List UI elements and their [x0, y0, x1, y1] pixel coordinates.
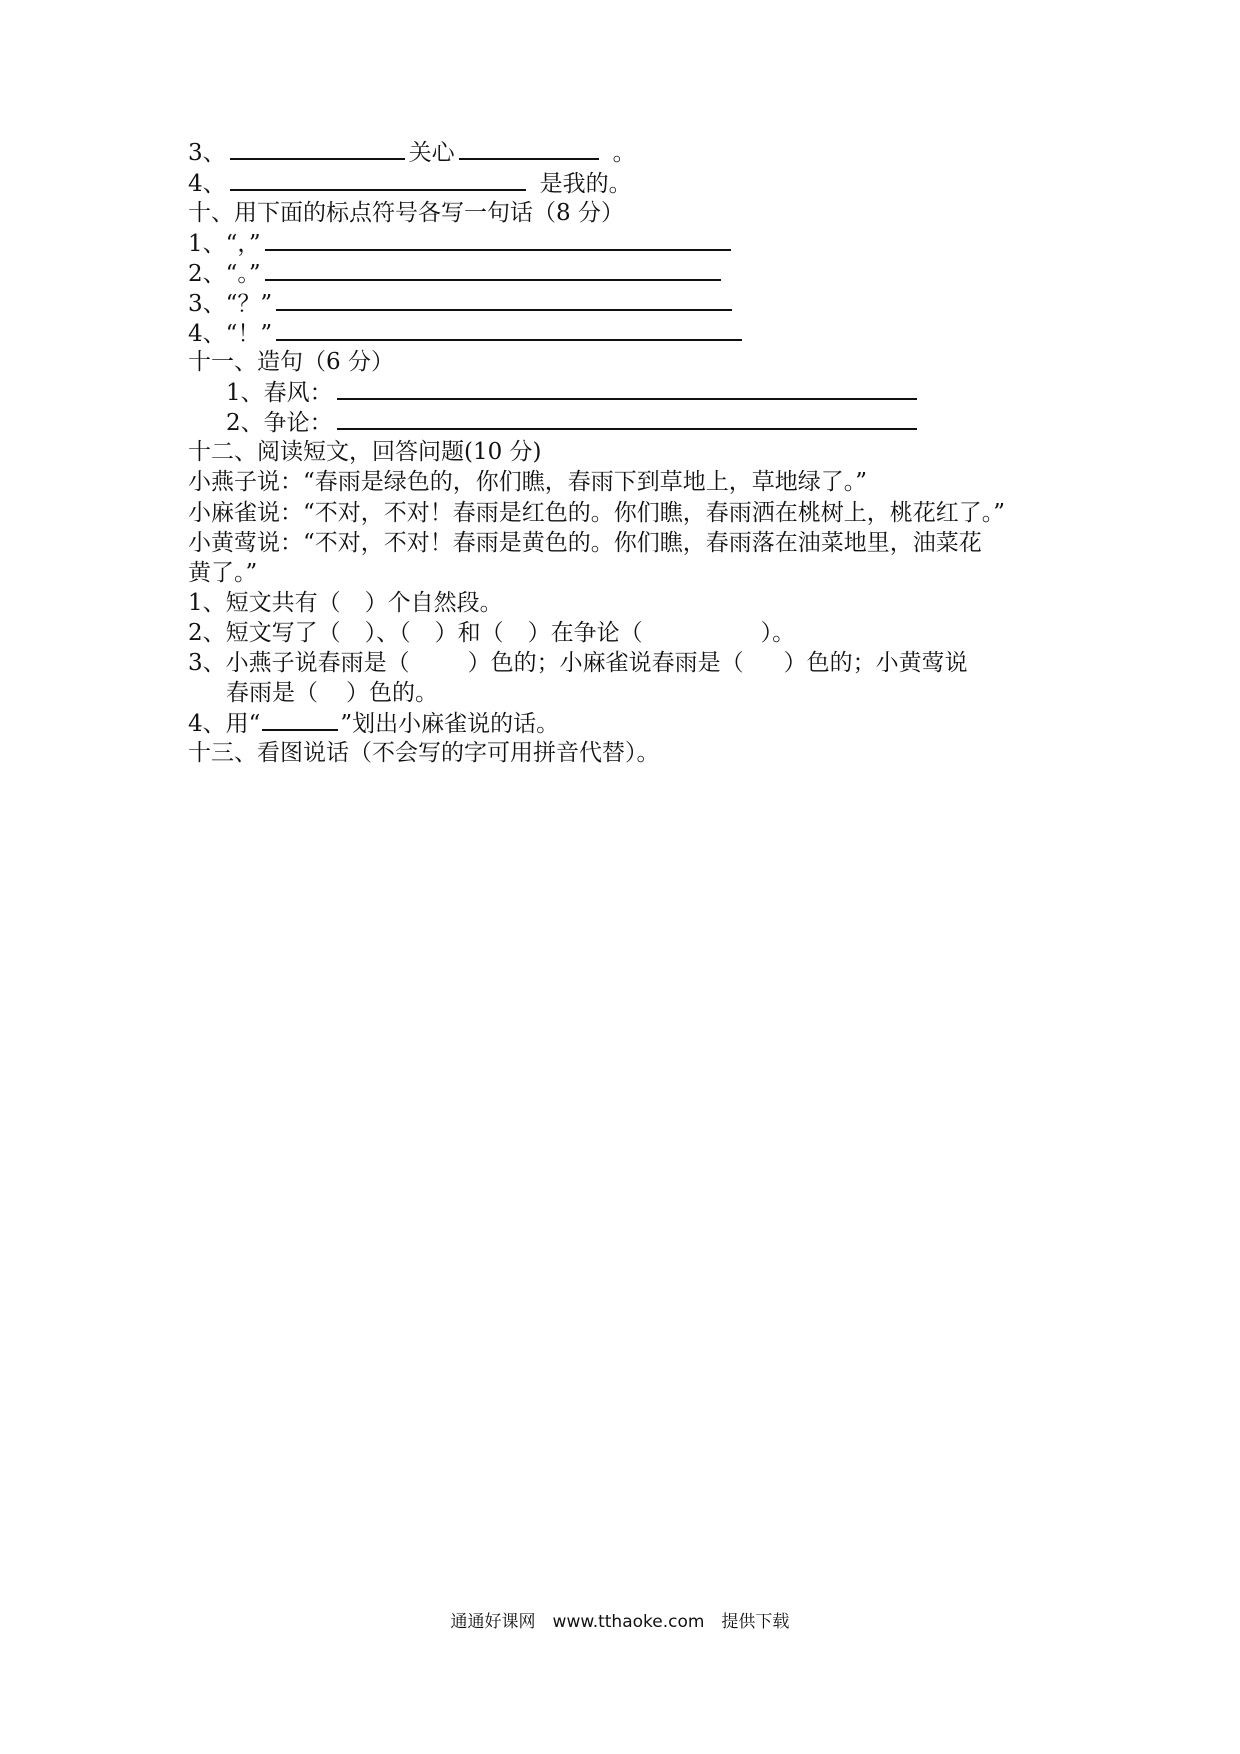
answer-underline — [265, 227, 731, 251]
blank-underline — [230, 136, 405, 160]
question-2: 2、短文写了（ ）、（ ）和（ ）在争论（ ）。 — [188, 620, 796, 646]
punct-item-1: 1、“，” — [188, 227, 735, 260]
section-10-heading: 十、用下面的标点符号各写一句话（8 分） — [188, 200, 624, 226]
blank-line-3: 3、 关心 。 — [188, 136, 636, 169]
question-3: 3、小燕子说春雨是（ ）色的；小麻雀说春雨是（ ）色的；小黄莺说 — [188, 650, 968, 676]
passage-line: 黄了。” — [188, 560, 258, 586]
answer-underline — [337, 406, 917, 430]
question-4: 4、用“ ”划出小麻雀说的话。 — [188, 707, 559, 740]
question-3-continued: 春雨是（ ）色的。 — [226, 680, 438, 706]
question-1: 1、短文共有（ ）个自然段。 — [188, 590, 503, 616]
answer-underline — [276, 317, 742, 341]
sentence-item-1: 1、春风： — [226, 376, 921, 409]
underline-sample — [262, 707, 338, 731]
passage-line: 小黄莺说：“不对，不对！春雨是黄色的。你们瞧，春雨落在油菜地里，油菜花 — [188, 530, 982, 556]
passage-line: 小麻雀说：“不对，不对！春雨是红色的。你们瞧，春雨洒在桃树上，桃花红了。” — [188, 500, 1006, 526]
answer-underline — [337, 376, 917, 400]
section-13-heading: 十三、看图说话（不会写的字可用拼音代替）。 — [188, 740, 660, 766]
blank-line-4: 4、 是我的。 — [188, 167, 632, 200]
page-footer: 通通好课网 www.tthaoke.com 提供下载 — [450, 1612, 790, 1632]
punct-item-2: 2、“。” — [188, 257, 725, 290]
answer-underline — [276, 287, 732, 311]
answer-underline — [265, 257, 721, 281]
section-11-heading: 十一、造句（6 分） — [188, 349, 394, 375]
blank-underline — [230, 167, 526, 191]
passage-line: 小燕子说：“春雨是绿色的，你们瞧，春雨下到草地上，草地绿了。” — [188, 469, 868, 495]
blank-underline — [459, 136, 599, 160]
punct-item-4: 4、“！” — [188, 317, 746, 350]
section-12-heading: 十二、阅读短文，回答问题(10 分) — [188, 439, 542, 465]
sentence-item-2: 2、争论： — [226, 406, 921, 439]
punct-item-3: 3、“？” — [188, 287, 736, 320]
